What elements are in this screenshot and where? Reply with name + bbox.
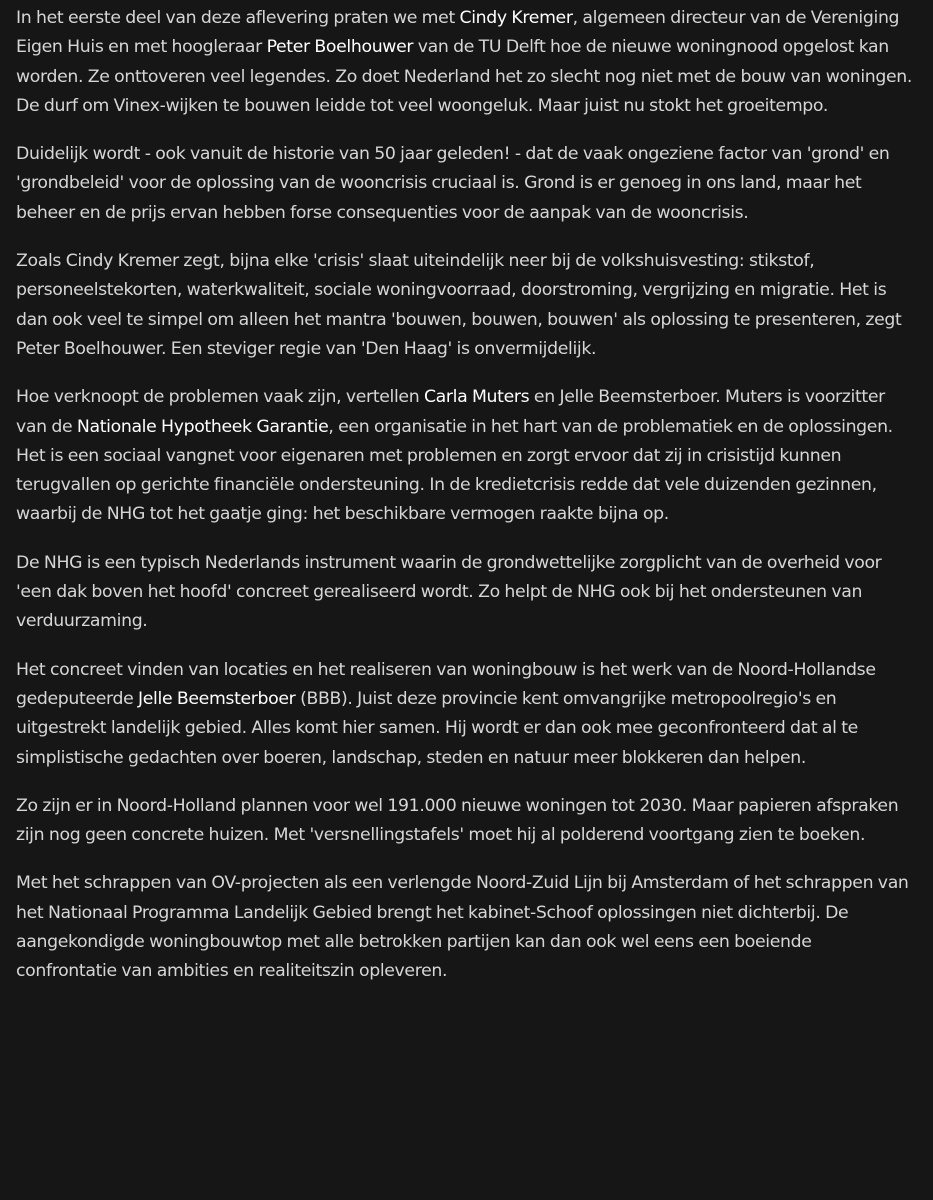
description-paragraph: [16, 656, 915, 773]
link-carla-muters[interactable]: Carla Muters: [423, 387, 530, 408]
paragraph-text: Met het schrappen van OV-projecten als een verlengde Noord-Zuid Lijn bij Amsterdam of het schrappen van het Nationaal Programma Landelijk Gebied brengt het kabinet-Schoof oplossingen niet dichterbij. De aangekondigde woningbouwtop met alle betrokken partijen kan dan ook wel eens een boeiende confrontatie van ambities en realiteitszin opleveren.: [16, 873, 909, 982]
link-jelle-beemsterboer[interactable]: Jelle Beemsterboer: [138, 688, 296, 709]
description-paragraph: [16, 869, 915, 986]
paragraph-text: Duidelijk wordt - ook vanuit de historie van 50 jaar geleden! - dat de vaak ongeziene factor van 'grond' en 'grondbeleid' voor de oplossing van de wooncrisis cruciaal is. Grond is er genoeg in ons land, maar het beheer en de prijs ervan hebben forse consequenties voor de aanpak van de wooncrisis.: [16, 144, 890, 223]
link-nationale-hypotheek-garantie[interactable]: Nationale Hypotheek Garantie: [76, 416, 329, 437]
link-peter-boelhouwer[interactable]: Peter Boelhouwer: [266, 37, 414, 58]
paragraph-text: , algemeen directeur van de Vereniging Eigen Huis en met hoogleraar: [16, 8, 900, 58]
description-paragraph: [16, 140, 915, 228]
paragraph-text: De NHG is een typisch Nederlands instrument waarin de grondwettelijke zorgplicht van de overheid voor 'een dak boven het hoofd' concreet gerealiseerd wordt. Zo helpt de NHG ook bij het ondersteunen van verduurzaming.: [16, 552, 882, 632]
link-cindy-kremer[interactable]: Cindy Kremer: [459, 8, 573, 28]
paragraph-text: , een organisatie in het hart van de problematiek en de oplossingen. Het is een sociaal vangnet voor eigenaren met problemen en zorgt ervoor dat zij in crisistijd kunnen terugvallen op gerichte financiële ondersteuning. In de kredietcrisis redde dat vele duizenden gezinnen, waarbij de NHG tot het gaatje ging: het beschikbare vermogen raakte bijna op.: [16, 416, 893, 525]
paragraph-text: In het eerste deel van deze aflevering praten we met: [16, 8, 460, 28]
paragraph-text: van de TU Delft hoe de nieuwe woningnood opgelost kan worden. Ze onttoveren veel legendes. Zo doet Nederland het zo slecht nog niet met de bouw van woningen. De durf om Vinex-wijken te bouwen leidde tot veel woongeluk. Maar juist nu stokt het groeitempo.: [16, 37, 913, 116]
paragraph-text: Het concreet vinden van locaties en het realiseren van woningbouw is het werk van de Noord-Hollandse gedeputeerde: [16, 659, 876, 709]
paragraph-text: en Jelle Beemsterboer. Muters is voorzitter van de: [16, 387, 885, 437]
description-paragraph: [16, 549, 915, 637]
description-paragraph: [16, 792, 915, 851]
description-paragraph: [16, 383, 915, 529]
paragraph-text: (BBB). Juist deze provincie kent omvangrijke metropoolregio's en uitgestrekt landelijk gebied. Alles komt hier samen. Hij wordt er dan ook mee geconfronteerd dat al te simplistische gedachten over boeren, landschap, steden en natuur meer blokkeren dan helpen.: [16, 688, 858, 768]
description-paragraph: [16, 247, 915, 364]
paragraph-text: Hoe verknoopt de problemen vaak zijn, vertellen: [16, 387, 424, 408]
paragraph-text: Zo zijn er in Noord-Holland plannen voor wel 191.000 nieuwe woningen tot 2030. Maar papieren afspraken zijn nog geen concrete huizen. Met 'versnellingstafels' moet hij al polderend voortgang zien te boeken.: [16, 795, 899, 846]
description-paragraph: [16, 4, 915, 121]
paragraph-text: Zoals Cindy Kremer zegt, bijna elke 'crisis' slaat uiteindelijk neer bij de volkshuisvesting: stikstof, personeelstekorten, waterkwaliteit, sociale woningvoorraad, doorstroming, vergrijzing en migratie. Het is dan ook veel te simpel om alleen het mantra 'bouwen, bouwen, bouwen' als oplossing te presenteren, zegt Peter Boelhouwer. Een steviger regie van 'Den Haag' is onvermijdelijk.: [16, 251, 902, 359]
